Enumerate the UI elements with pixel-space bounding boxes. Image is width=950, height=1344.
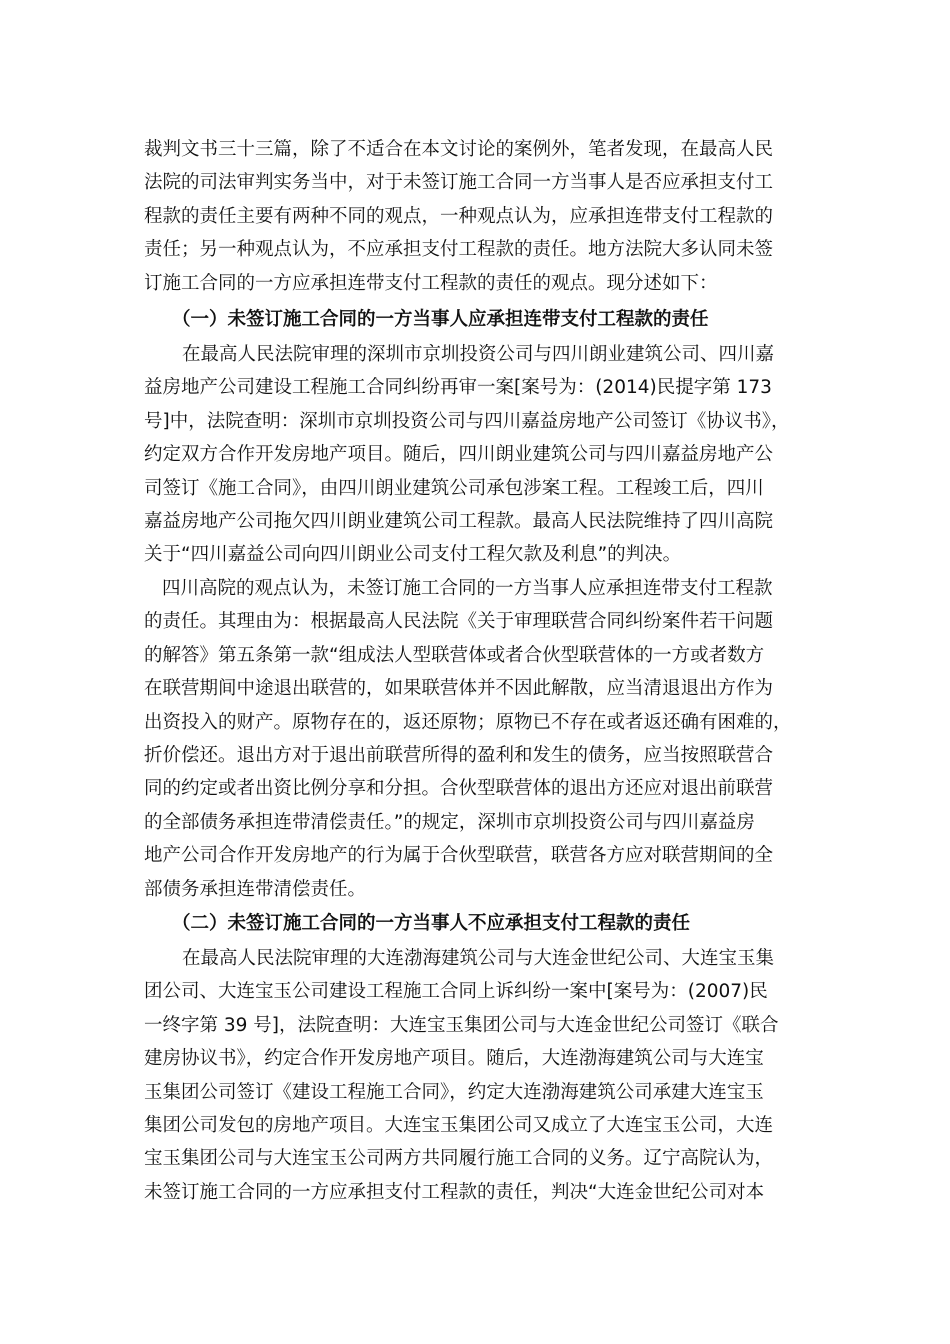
text-line: 程款的责任主要有两种不同的观点，一种观点认为，应承担连带支付工程款的	[144, 206, 774, 227]
text-line: 责任；另一种观点认为，不应承担支付工程款的责任。地方法院大多认同未签	[144, 239, 774, 260]
text-line: 折价偿还。退出方对于退出前联营所得的盈利和发生的债务，应当按照联营合	[144, 745, 774, 766]
text-line: 的责任。其理由为：根据最高人民法院《关于审理联营合同纠纷案件若干问题	[144, 611, 774, 632]
text-line: 关于“四川嘉益公司向四川朗业公司支付工程欠款及利息”的判决。	[144, 544, 682, 565]
text-line: 宝玉集团公司与大连宝玉公司两方共同履行施工合同的义务。辽宁高院认为，	[144, 1148, 774, 1169]
text-line: 的解答》第五条第一款“组成法人型联营体或者合伙型联营体的一方或者数方	[144, 645, 765, 666]
text-line: 部债务承担连带清偿责任。	[144, 879, 367, 900]
text-line: 建房协议书》，约定合作开发房地产项目。随后，大连渤海建筑公司与大连宝	[144, 1048, 764, 1069]
text-line: 出资投入的财产。原物存在的，返还原物；原物已不存在或者返还确有困难的，	[144, 712, 792, 733]
text-line: 嘉益房地产公司拖欠四川朗业建筑公司工程款。最高人民法院维持了四川高院	[144, 511, 774, 532]
text-line: 四川高院的观点认为，未签订施工合同的一方当事人应承担连带支付工程款	[162, 578, 773, 599]
text-line: 玉集团公司签订《建设工程施工合同》，约定大连渤海建筑公司承建大连宝玉	[144, 1082, 764, 1103]
text-line: 订施工合同的一方应承担连带支付工程款的责任的观点。现分述如下：	[144, 273, 718, 294]
text-line: 的全部债务承担连带清偿责任。”的规定，深圳市京圳投资公司与四川嘉益房	[144, 812, 755, 833]
text-line: 约定双方合作开发房地产项目。随后，四川朗业建筑公司与四川嘉益房地产公	[144, 444, 774, 465]
heading-text: （二）未签订施工合同的一方当事人不应承担支付工程款的责任	[172, 913, 691, 934]
text-line: 在最高人民法院审理的大连渤海建筑公司与大连金世纪公司、大连宝玉集	[182, 948, 775, 969]
text-line: 益房地产公司建设工程施工合同纠纷再审一案[案号为：(2014)民提字第 173	[144, 377, 772, 398]
text-line: 未签订施工合同的一方应承担支付工程款的责任，判决“大连金世纪公司对本	[144, 1182, 765, 1203]
text-line: 裁判文书三十三篇，除了不适合在本文讨论的案例外，笔者发现，在最高人民	[144, 139, 774, 160]
text-line: 司签订《施工合同》，由四川朗业建筑公司承包涉案工程。工程竣工后，四川	[144, 478, 764, 499]
text-line: 地产公司合作开发房地产的行为属于合伙型联营，联营各方应对联营期间的全	[144, 845, 774, 866]
text-line: 号]中，法院查明：深圳市京圳投资公司与四川嘉益房地产公司签订《协议书》，	[144, 411, 790, 432]
text-line: 集团公司发包的房地产项目。大连宝玉集团公司又成立了大连宝玉公司，大连	[144, 1115, 774, 1136]
text-line: 同的约定或者出资比例分享和分担。合伙型联营体的退出方还应对退出前联营	[144, 778, 774, 799]
text-line: 一终字第 39 号]，法院查明：大连宝玉集团公司与大连金世纪公司签订《联合	[144, 1015, 779, 1036]
text-line: 在最高人民法院审理的深圳市京圳投资公司与四川朗业建筑公司、四川嘉	[182, 344, 775, 365]
text-line: 法院的司法审判实务当中，对于未签订施工合同一方当事人是否应承担支付工	[144, 172, 774, 193]
heading-text: （一）未签订施工合同的一方当事人应承担连带支付工程款的责任	[172, 309, 709, 330]
text-line: 团公司、大连宝玉公司建设工程施工合同上诉纠纷一案中[案号为：(2007)民	[144, 981, 768, 1002]
text-line: 在联营期间中途退出联营的，如果联营体并不因此解散，应当清退退出方作为	[144, 678, 774, 699]
